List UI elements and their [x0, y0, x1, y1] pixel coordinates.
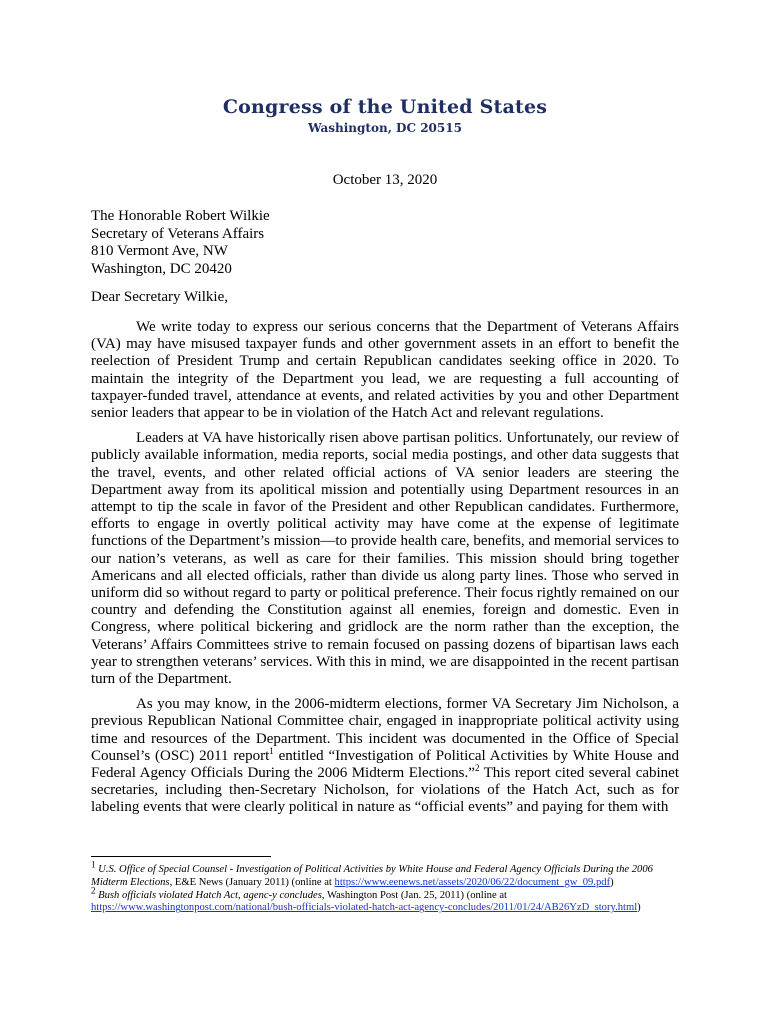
paragraph-3-part-b: entitled “Investigation of Political Activities by White House and Federal Agency Officials During the 2006 Midterm Elections.” [91, 747, 679, 782]
footnote-2 [91, 885, 691, 916]
footnote-1-link[interactable]: https://www.eenews.net/assets/2020/06/22/document_gw_09.pdf [334, 876, 611, 888]
paragraph-3-part-a: As you may know, in the 2006-midterm elections, former VA Secretary Jim Nicholson, a previous Republican National Committee chair, engaged in inappropriate political activity using time and resources of the Department. This incident was documented in the Office of Special Counsel’s (OSC) 2011 report [91, 696, 679, 764]
paragraph-2: Leaders at VA have historically risen above partisan politics. Unfortunately, our review of publicly available information, media reports, social media postings, and other data suggests that the travel, events, and other related official actions of VA senior leaders are steering the Department away from its apolitical mission and potentially using Department resources in an attempt to tip the scale in favor of the President and other Republican candidates. Furthermore, efforts to engage in overtly political activity may have come at the expense of legitimate functions of the Department’s mission—to provide health care, benefits, and memorial services to our nation’s veterans, as well as care for their families. This mission should bring together Americans and all elected officials, rather than divide us along party lines. Those who served in uniform did so without regard to party or political preference. Their focus rightly remained on our country and defending the Constitution against all enemies, foreign and domestic. Even in Congress, where political bickering and gridlock are the norm rather than the exception, the Veterans’ Affairs Committees strive to remain focused on passing dozens of bipartisan laws each year to strengthen veterans’ services. With this in mind, we are disappointed in the recent partisan turn of the Department. [91, 430, 679, 688]
footnote-1 [91, 859, 691, 890]
letterhead [0, 96, 770, 135]
footnotes [91, 859, 691, 915]
footnote-divider [91, 856, 271, 857]
footnote-ref-2[interactable]: 2 [474, 763, 480, 774]
recipient-city: Washington, DC 20420 [91, 260, 232, 277]
letter-body [91, 319, 679, 825]
letter-date: October 13, 2020 [332, 172, 438, 188]
paragraph-1: We write today to express our serious concerns that the Department of Veterans Affairs (VA) may have misused taxpayer funds and other government assets in an effort to benefit the reelection of President Trump and certain Republican candidates seeking office in 2020. To maintain the integrity of the Department you lead, we are requesting a full accounting of taxpayer-funded travel, attendance at events, and related activities by you and other Department senior leaders that appear to be in violation of the Hatch Act and relevant regulations. [91, 319, 679, 422]
recipient-street: 810 Vermont Ave, NW [91, 243, 228, 259]
footnote-1-title: U.S. Office of Special Counsel - Investigation of Political Activities by White House and Federal Agency Officials During the 2006 Midterm Elections [91, 864, 653, 888]
footnote-1-source: , E&E News (January 2011) (online at [169, 876, 335, 888]
footnote-1-end: ) [610, 876, 614, 888]
recipient-address [91, 208, 270, 278]
footnote-2-mark: 2 [91, 885, 96, 896]
recipient-title: Secretary of Veterans Affairs [91, 225, 265, 242]
paragraph-3-part-c: This report cited several cabinet secretaries, including then-Secretary Nicholson, for violations of the Hatch Act, such as for labeling events that were clearly political in nature as “official events” and paying for them with [91, 765, 679, 816]
footnote-2-end: ) [637, 902, 641, 914]
paragraph-3 [91, 696, 679, 816]
letterhead-subtitle: Washington, DC 20515 [308, 121, 462, 135]
salutation: Dear Secretary Wilkie, [91, 289, 228, 305]
footnote-1-mark: 1 [91, 859, 96, 870]
footnote-2-source: Washington Post (Jan. 25, 2011) (online at [324, 889, 507, 901]
footnote-ref-1[interactable]: 1 [269, 745, 274, 756]
footnote-2-title: Bush officials violated Hatch Act, agenc-y concludes, [98, 889, 325, 901]
letterhead-title: Congress of the United States [222, 96, 548, 118]
recipient-name: The Honorable Robert Wilkie [91, 208, 270, 224]
footnote-2-link[interactable]: https://www.washingtonpost.com/national/bush-officials-violated-hatch-act-agency-concludes/2011/01/24/AB26YzD_story.html [91, 902, 638, 914]
